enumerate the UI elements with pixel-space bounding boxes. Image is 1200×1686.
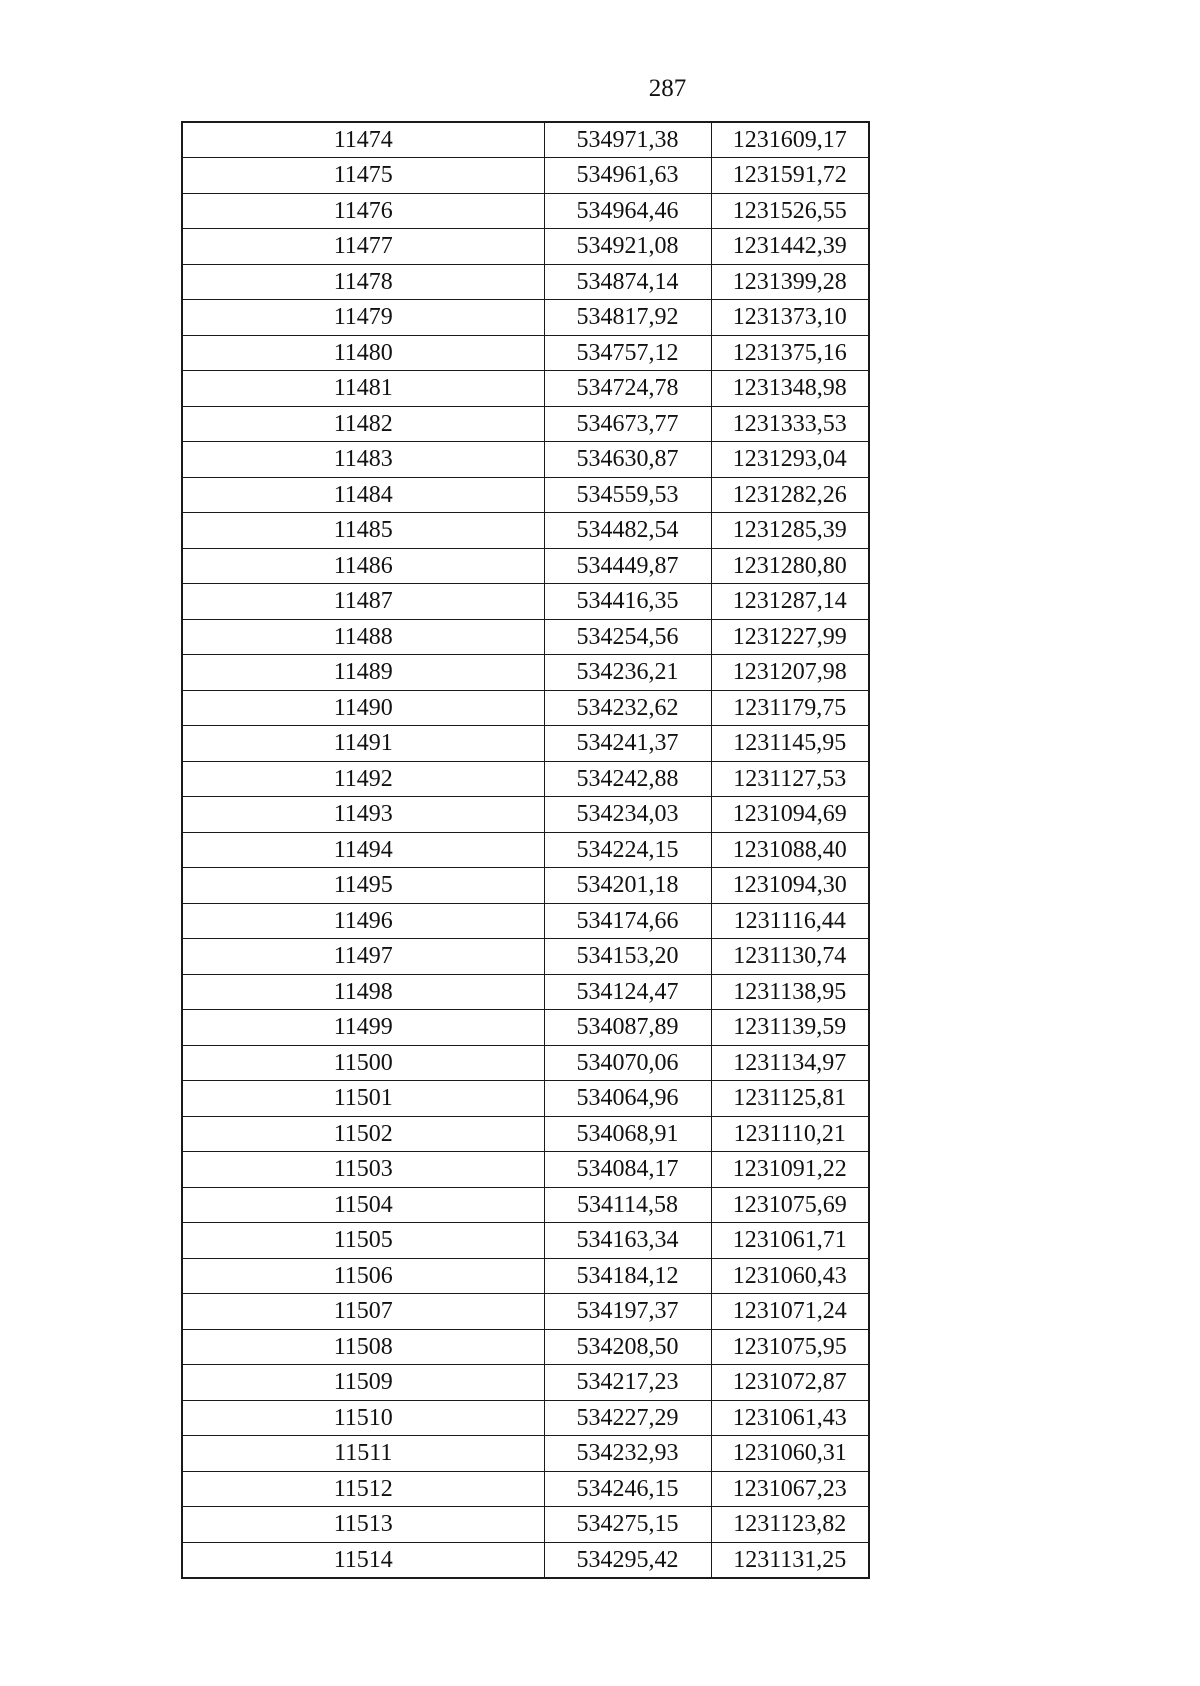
table-row (182, 1471, 869, 1507)
table-row (182, 1152, 869, 1188)
point-number-cell: 11497 (182, 939, 544, 975)
y-coordinate-cell: 1231373,10 (711, 300, 869, 336)
table-row (182, 1045, 869, 1081)
y-coordinate-cell: 1231123,82 (711, 1507, 869, 1543)
point-number-cell: 11498 (182, 974, 544, 1010)
x-coordinate-cell: 534184,12 (544, 1258, 711, 1294)
table-row (182, 158, 869, 194)
y-coordinate-cell: 1231060,43 (711, 1258, 869, 1294)
point-number-cell: 11477 (182, 229, 544, 265)
point-number-cell: 11489 (182, 655, 544, 691)
x-coordinate-cell: 534964,46 (544, 193, 711, 229)
point-number-cell: 11488 (182, 619, 544, 655)
point-number-cell: 11502 (182, 1116, 544, 1152)
point-number-cell: 11483 (182, 442, 544, 478)
x-coordinate-cell: 534921,08 (544, 229, 711, 265)
coordinates-table (181, 121, 870, 1579)
x-coordinate-cell: 534232,93 (544, 1436, 711, 1472)
point-number-cell: 11485 (182, 513, 544, 549)
x-coordinate-cell: 534124,47 (544, 974, 711, 1010)
y-coordinate-cell: 1231179,75 (711, 690, 869, 726)
point-number-cell: 11510 (182, 1400, 544, 1436)
x-coordinate-cell: 534295,42 (544, 1542, 711, 1578)
table-row (182, 903, 869, 939)
y-coordinate-cell: 1231375,16 (711, 335, 869, 371)
x-coordinate-cell: 534227,29 (544, 1400, 711, 1436)
table-row (182, 1365, 869, 1401)
x-coordinate-cell: 534197,37 (544, 1294, 711, 1330)
table-row (182, 264, 869, 300)
table-row (182, 193, 869, 229)
y-coordinate-cell: 1231116,44 (711, 903, 869, 939)
x-coordinate-cell: 534232,62 (544, 690, 711, 726)
y-coordinate-cell: 1231139,59 (711, 1010, 869, 1046)
x-coordinate-cell: 534482,54 (544, 513, 711, 549)
table-row (182, 939, 869, 975)
point-number-cell: 11480 (182, 335, 544, 371)
point-number-cell: 11509 (182, 1365, 544, 1401)
point-number-cell: 11486 (182, 548, 544, 584)
x-coordinate-cell: 534234,03 (544, 797, 711, 833)
table-row (182, 832, 869, 868)
y-coordinate-cell: 1231075,95 (711, 1329, 869, 1365)
table-row (182, 477, 869, 513)
x-coordinate-cell: 534208,50 (544, 1329, 711, 1365)
point-number-cell: 11507 (182, 1294, 544, 1330)
y-coordinate-cell: 1231071,24 (711, 1294, 869, 1330)
table-body (182, 122, 869, 1578)
y-coordinate-cell: 1231125,81 (711, 1081, 869, 1117)
y-coordinate-cell: 1231061,71 (711, 1223, 869, 1259)
x-coordinate-cell: 534275,15 (544, 1507, 711, 1543)
point-number-cell: 11476 (182, 193, 544, 229)
table-row (182, 1329, 869, 1365)
x-coordinate-cell: 534114,58 (544, 1187, 711, 1223)
table-row (182, 655, 869, 691)
x-coordinate-cell: 534163,34 (544, 1223, 711, 1259)
x-coordinate-cell: 534449,87 (544, 548, 711, 584)
x-coordinate-cell: 534874,14 (544, 264, 711, 300)
table-row (182, 619, 869, 655)
table-row (182, 974, 869, 1010)
point-number-cell: 11475 (182, 158, 544, 194)
point-number-cell: 11479 (182, 300, 544, 336)
y-coordinate-cell: 1231134,97 (711, 1045, 869, 1081)
table-row (182, 371, 869, 407)
table-row (182, 122, 869, 158)
y-coordinate-cell: 1231061,43 (711, 1400, 869, 1436)
x-coordinate-cell: 534630,87 (544, 442, 711, 478)
point-number-cell: 11474 (182, 122, 544, 158)
y-coordinate-cell: 1231145,95 (711, 726, 869, 762)
point-number-cell: 11478 (182, 264, 544, 300)
table-row (182, 726, 869, 762)
y-coordinate-cell: 1231287,14 (711, 584, 869, 620)
y-coordinate-cell: 1231609,17 (711, 122, 869, 158)
point-number-cell: 11493 (182, 797, 544, 833)
table-row (182, 1116, 869, 1152)
y-coordinate-cell: 1231348,98 (711, 371, 869, 407)
point-number-cell: 11495 (182, 868, 544, 904)
table-row (182, 1542, 869, 1578)
point-number-cell: 11494 (182, 832, 544, 868)
x-coordinate-cell: 534236,21 (544, 655, 711, 691)
y-coordinate-cell: 1231285,39 (711, 513, 869, 549)
table-row (182, 1223, 869, 1259)
y-coordinate-cell: 1231060,31 (711, 1436, 869, 1472)
x-coordinate-cell: 534153,20 (544, 939, 711, 975)
x-coordinate-cell: 534241,37 (544, 726, 711, 762)
x-coordinate-cell: 534070,06 (544, 1045, 711, 1081)
x-coordinate-cell: 534416,35 (544, 584, 711, 620)
point-number-cell: 11481 (182, 371, 544, 407)
table-row (182, 1258, 869, 1294)
point-number-cell: 11499 (182, 1010, 544, 1046)
x-coordinate-cell: 534087,89 (544, 1010, 711, 1046)
y-coordinate-cell: 1231094,69 (711, 797, 869, 833)
y-coordinate-cell: 1231207,98 (711, 655, 869, 691)
table-row (182, 1507, 869, 1543)
table-row (182, 335, 869, 371)
x-coordinate-cell: 534254,56 (544, 619, 711, 655)
table-row (182, 584, 869, 620)
table-row (182, 868, 869, 904)
point-number-cell: 11513 (182, 1507, 544, 1543)
point-number-cell: 11491 (182, 726, 544, 762)
table-row (182, 300, 869, 336)
point-number-cell: 11500 (182, 1045, 544, 1081)
table-row (182, 761, 869, 797)
x-coordinate-cell: 534757,12 (544, 335, 711, 371)
table-row (182, 1010, 869, 1046)
point-number-cell: 11496 (182, 903, 544, 939)
y-coordinate-cell: 1231591,72 (711, 158, 869, 194)
table-row (182, 1436, 869, 1472)
point-number-cell: 11482 (182, 406, 544, 442)
point-number-cell: 11492 (182, 761, 544, 797)
point-number-cell: 11490 (182, 690, 544, 726)
point-number-cell: 11503 (182, 1152, 544, 1188)
x-coordinate-cell: 534174,66 (544, 903, 711, 939)
x-coordinate-cell: 534817,92 (544, 300, 711, 336)
point-number-cell: 11501 (182, 1081, 544, 1117)
point-number-cell: 11504 (182, 1187, 544, 1223)
point-number-cell: 11484 (182, 477, 544, 513)
y-coordinate-cell: 1231110,21 (711, 1116, 869, 1152)
table-row (182, 797, 869, 833)
x-coordinate-cell: 534201,18 (544, 868, 711, 904)
y-coordinate-cell: 1231293,04 (711, 442, 869, 478)
table-row (182, 690, 869, 726)
y-coordinate-cell: 1231130,74 (711, 939, 869, 975)
y-coordinate-cell: 1231442,39 (711, 229, 869, 265)
x-coordinate-cell: 534724,78 (544, 371, 711, 407)
table-row (182, 229, 869, 265)
x-coordinate-cell: 534064,96 (544, 1081, 711, 1117)
y-coordinate-cell: 1231088,40 (711, 832, 869, 868)
table-row (182, 1294, 869, 1330)
x-coordinate-cell: 534068,91 (544, 1116, 711, 1152)
point-number-cell: 11508 (182, 1329, 544, 1365)
y-coordinate-cell: 1231227,99 (711, 619, 869, 655)
y-coordinate-cell: 1231399,28 (711, 264, 869, 300)
point-number-cell: 11512 (182, 1471, 544, 1507)
y-coordinate-cell: 1231091,22 (711, 1152, 869, 1188)
x-coordinate-cell: 534971,38 (544, 122, 711, 158)
table-row (182, 442, 869, 478)
x-coordinate-cell: 534217,23 (544, 1365, 711, 1401)
y-coordinate-cell: 1231282,26 (711, 477, 869, 513)
y-coordinate-cell: 1231138,95 (711, 974, 869, 1010)
y-coordinate-cell: 1231067,23 (711, 1471, 869, 1507)
table-row (182, 1187, 869, 1223)
y-coordinate-cell: 1231075,69 (711, 1187, 869, 1223)
y-coordinate-cell: 1231127,53 (711, 761, 869, 797)
table-row (182, 548, 869, 584)
table-row (182, 406, 869, 442)
table-row (182, 1081, 869, 1117)
y-coordinate-cell: 1231131,25 (711, 1542, 869, 1578)
y-coordinate-cell: 1231280,80 (711, 548, 869, 584)
x-coordinate-cell: 534224,15 (544, 832, 711, 868)
point-number-cell: 11505 (182, 1223, 544, 1259)
y-coordinate-cell: 1231094,30 (711, 868, 869, 904)
y-coordinate-cell: 1231072,87 (711, 1365, 869, 1401)
table-row (182, 513, 869, 549)
point-number-cell: 11511 (182, 1436, 544, 1472)
point-number-cell: 11514 (182, 1542, 544, 1578)
table-row (182, 1400, 869, 1436)
x-coordinate-cell: 534084,17 (544, 1152, 711, 1188)
y-coordinate-cell: 1231333,53 (711, 406, 869, 442)
point-number-cell: 11487 (182, 584, 544, 620)
page-number: 287 (648, 75, 687, 102)
y-coordinate-cell: 1231526,55 (711, 193, 869, 229)
x-coordinate-cell: 534559,53 (544, 477, 711, 513)
x-coordinate-cell: 534673,77 (544, 406, 711, 442)
point-number-cell: 11506 (182, 1258, 544, 1294)
x-coordinate-cell: 534246,15 (544, 1471, 711, 1507)
x-coordinate-cell: 534961,63 (544, 158, 711, 194)
x-coordinate-cell: 534242,88 (544, 761, 711, 797)
